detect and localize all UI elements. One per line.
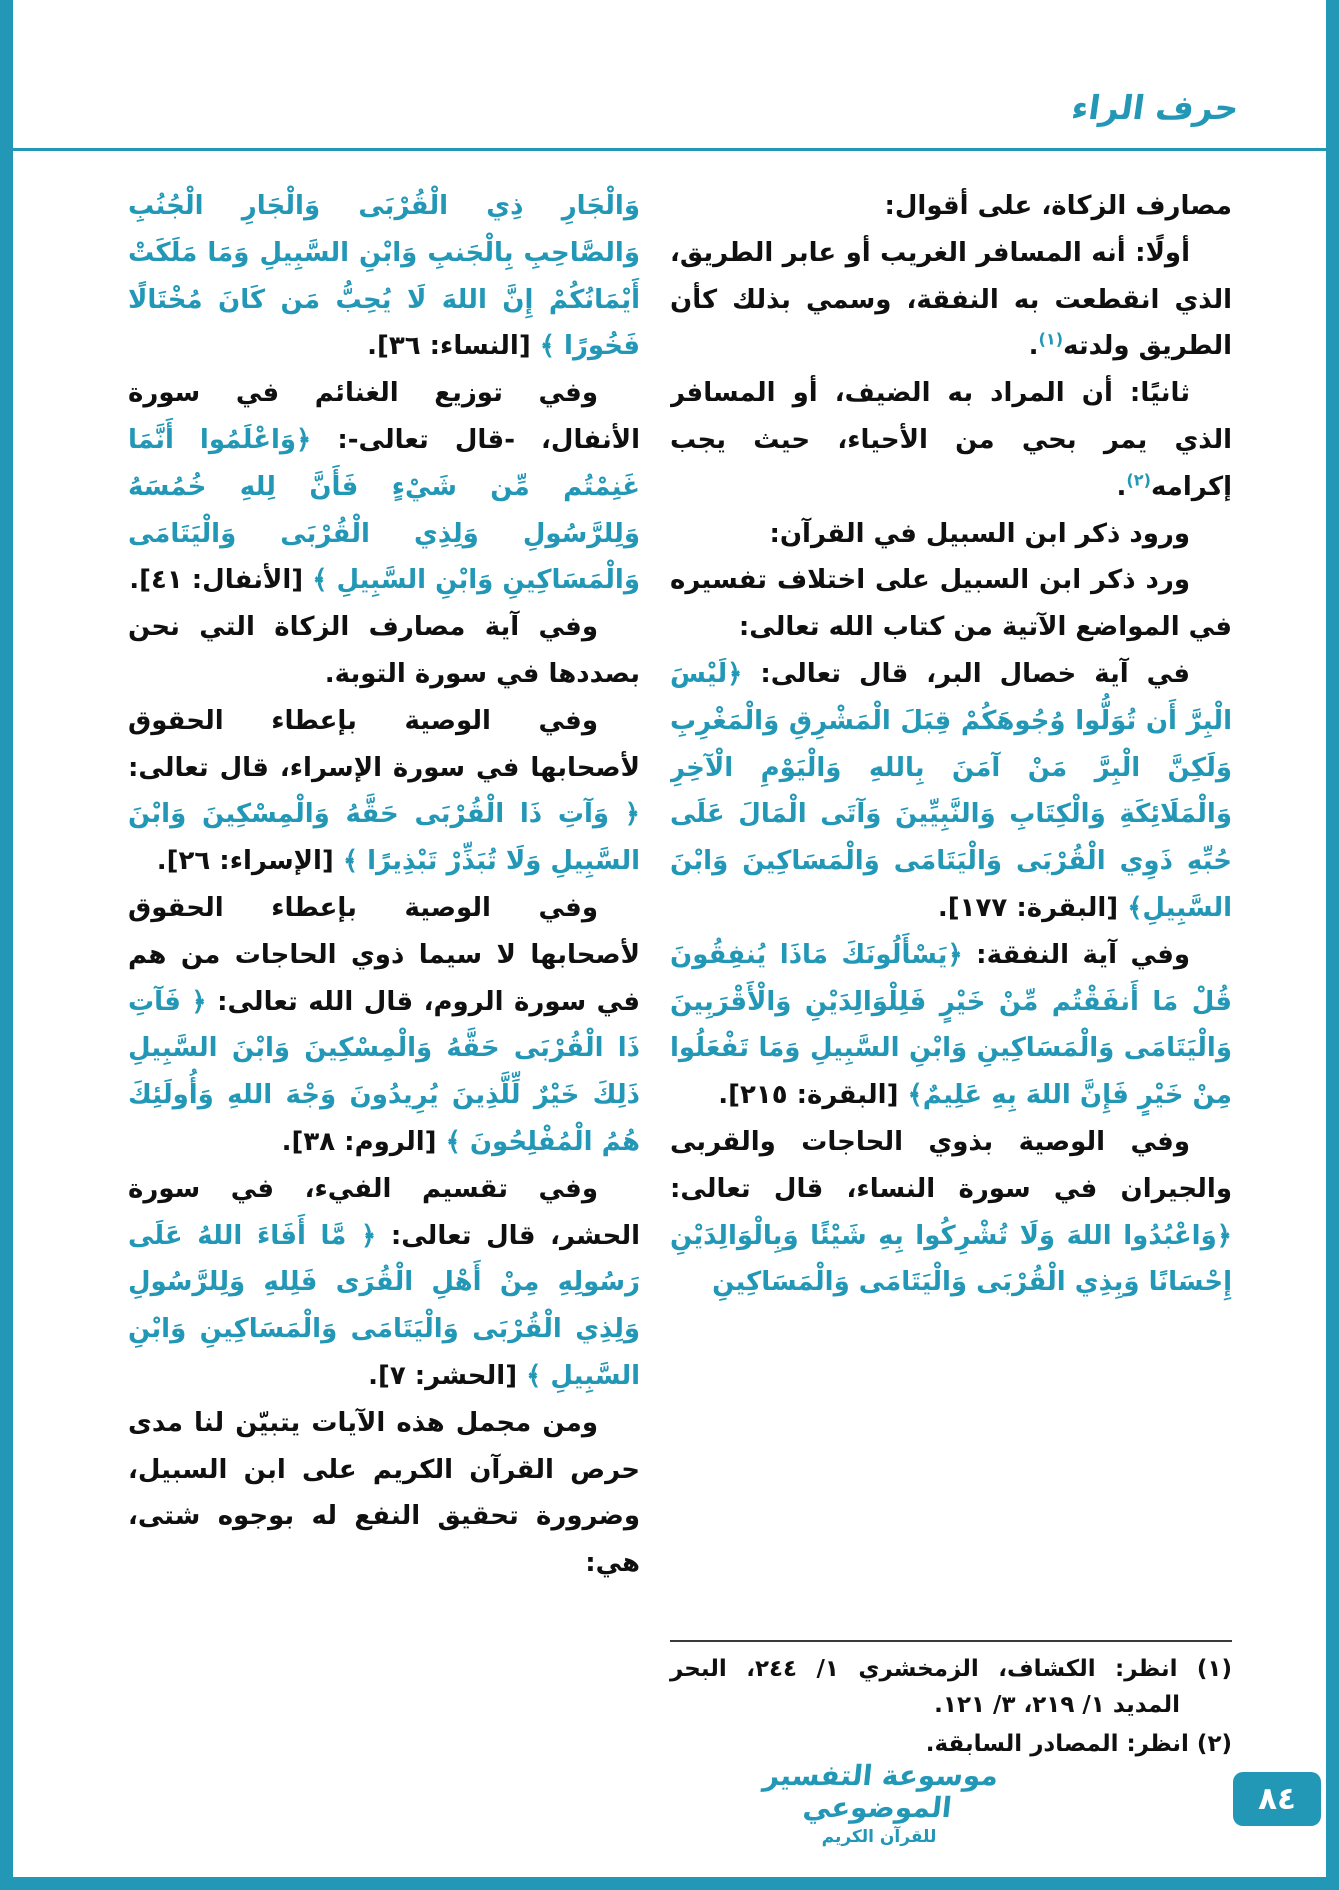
- body-text: وفي تقسيم الفيء، في سورة الحشر، قال تعالى:: [128, 1173, 640, 1251]
- paragraph: [670, 1119, 1232, 1306]
- paragraph: [128, 698, 640, 885]
- body-text: وفي الوصية بذوي الحاجات والقربى والجيران في سورة النساء، قال تعالى:: [670, 1126, 1232, 1204]
- verse-reference: [النساء: ٣٦].: [367, 331, 540, 362]
- publisher-logo: [749, 1760, 1009, 1848]
- footnote-marker: (٢): [1126, 470, 1152, 490]
- verse-reference: [الحشر: ٧].: [368, 1360, 527, 1391]
- body-text: أن المراد به الضيف، أو المسافر الذي يمر بحي من الأحياء، حيث يجب إكرامه: [670, 378, 1232, 502]
- body-text: وفي الوصية بإعطاء الحقوق لأصحابها لا سيما ذوي الحاجات من هم في سورة الروم، قال الله تعالى:: [128, 892, 640, 1017]
- quran-verse: ﴿لَيْسَ الْبِرَّ أَن تُوَلُّوا وُجُوهَكُمْ قِبَلَ الْمَشْرِقِ وَالْمَغْرِبِ وَلَكِنَّ الْبِرَّ مَنْ آمَنَ بِاللهِ وَالْيَوْمِ الْآخِرِ وَالْمَلَائِكَةِ وَالْكِتَابِ وَالنَّبِيِّينَ وَآتَى الْمَالَ عَلَى حُبِّهِ ذَوِي الْقُرْبَى وَالْيَتَامَى وَالْمَسَاكِينَ وَابْنَ السَّبِيلِ﴾: [670, 658, 1232, 923]
- lead-word: أولًا:: [1125, 237, 1190, 268]
- page-border-left: [0, 0, 13, 1890]
- paragraph: [670, 651, 1232, 932]
- verse-reference: [الأنفال: ٤١].: [129, 565, 313, 596]
- quran-verse: ﴿ مَّا أَفَاءَ اللهُ عَلَى رَسُولِهِ مِنْ أَهْلِ الْقُرَى فَلِلهِ وَلِلرَّسُولِ وَلِذِي الْقُرْبَى وَالْيَتَامَى وَالْمَسَاكِينِ وَابْنِ السَّبِيلِ ﴾: [128, 1220, 640, 1391]
- footnote: (٢) انظر: المصادر السابقة.: [925, 1731, 1232, 1758]
- body-text: وفي آية النفقة:: [962, 939, 1190, 970]
- quran-verse: وَالْجَارِ ذِي الْقُرْبَى وَالْجَارِ الْجُنُبِ وَالصَّاحِبِ بِالْجَنبِ وَابْنِ السَّبِيلِ وَمَا مَلَكَتْ أَيْمَانُكُمْ إِنَّ اللهَ لَا يُحِبُّ مَن كَانَ مُخْتَالًا فَخُورًا ﴾: [128, 191, 640, 362]
- chapter-title: حرف الراء: [1069, 88, 1242, 127]
- quran-verse: ﴿وَاعْلَمُوا أَنَّمَا غَنِمْتُم مِّن شَيْءٍ فَأَنَّ لِلهِ خُمُسَهُ وَلِلرَّسُولِ وَلِذِي الْقُرْبَى وَالْيَتَامَى وَالْمَسَاكِينِ وَابْنِ السَّبِيلِ ﴾: [128, 424, 640, 596]
- quran-verse: ﴿ وَآتِ ذَا الْقُرْبَى حَقَّهُ وَالْمِسْكِينَ وَابْنَ السَّبِيلِ وَلَا تُبَذِّرْ تَبْذِيرًا ﴾: [128, 799, 640, 877]
- body-text: وفي آية مصارف الزكاة التي نحن بصددها في سورة التوبة.: [128, 612, 640, 689]
- header-rule: [13, 148, 1326, 151]
- footnote: (١) انظر: الكشاف، الزمخشري ١/ ٢٤٤، البحر المديد ١/ ٢١٩، ٣/ ١٢١.: [670, 1656, 1232, 1718]
- paragraph: [128, 604, 640, 698]
- body-text: وفي الوصية بإعطاء الحقوق لأصحابها في سورة الإسراء، قال تعالى:: [128, 705, 640, 783]
- page-border-bottom: [0, 1877, 1339, 1890]
- paragraph: [670, 370, 1232, 510]
- paragraph: [670, 511, 1232, 558]
- lead-word: ثانيًا:: [1112, 378, 1190, 409]
- verse-reference: [البقرة: ١٧٧].: [937, 892, 1128, 923]
- page-number-badge: [1233, 1772, 1321, 1826]
- paragraph: [128, 885, 640, 1166]
- paragraph: [670, 230, 1232, 370]
- footnotes: [670, 1640, 1232, 1767]
- footnote-marker: (١): [1038, 329, 1064, 349]
- verse-reference: [البقرة: ٢١٥].: [718, 1080, 908, 1111]
- body-text: ومن مجمل هذه الآيات يتبيّن لنا مدى حرص القرآن الكريم على ابن السبيل، وضرورة تحقيق النفع له بوجوه شتى، هي:: [128, 1407, 640, 1579]
- publisher-logo-title: موسوعة التفسير الموضوعي: [761, 1759, 1000, 1825]
- paragraph: [670, 557, 1232, 651]
- verse-reference: [الروم: ٣٨].: [281, 1126, 446, 1157]
- right-column: [670, 183, 1232, 1633]
- quran-verse: ﴿يَسْأَلُونَكَ مَاذَا يُنفِقُونَ قُلْ مَا أَنفَقْتُم مِّنْ خَيْرٍ فَلِلْوَالِدَيْنِ وَالْأَقْرَبِينَ وَالْيَتَامَى وَالْمَسَاكِينِ وَابْنِ السَّبِيلِ وَمَا تَفْعَلُوا مِنْ خَيْرٍ فَإِنَّ اللهَ بِهِ عَلِيمٌ﴾: [670, 939, 1232, 1111]
- quran-verse: ﴿ فَآتِ ذَا الْقُرْبَى حَقَّهُ وَالْمِسْكِينَ وَابْنَ السَّبِيلِ ذَلِكَ خَيْرٌ لِّلَّذِينَ يُرِيدُونَ وَجْهَ اللهِ وَأُولَئِكَ هُمُ الْمُفْلِحُونَ ﴾: [128, 986, 640, 1157]
- paragraph: [128, 370, 640, 604]
- paragraph: [128, 1400, 640, 1587]
- body-text: ورد ذكر ابن السبيل على اختلاف تفسيره في المواضع الآتية من كتاب الله تعالى:: [670, 565, 1232, 643]
- body-text: أنه المسافر الغريب أو عابر الطريق، الذي انقطعت به النفقة، وسمي بذلك كأن الطريق ولدته: [670, 237, 1232, 362]
- quran-verse: ﴿وَاعْبُدُوا اللهَ وَلَا تُشْرِكُوا بِهِ شَيْئًا وَبِالْوَالِدَيْنِ إِحْسَانًا وَبِذِي الْقُرْبَى وَالْيَتَامَى وَالْمَسَاكِينِ: [670, 1220, 1232, 1298]
- page-number: ٨٤: [1258, 1781, 1296, 1817]
- left-column: [128, 183, 640, 1763]
- body-text: .: [1028, 331, 1039, 362]
- paragraph: [670, 183, 1232, 230]
- publisher-logo-subtitle: للقرآن الكريم: [821, 1827, 937, 1848]
- section-heading: مصارف الزكاة، على أقوال:: [884, 191, 1232, 221]
- page-border-right: [1326, 0, 1339, 1890]
- paragraph: [670, 932, 1232, 1119]
- paragraph: [128, 183, 640, 370]
- body-text: وفي توزيع الغنائم في سورة الأنفال، -قال تعالى-:: [128, 378, 640, 455]
- body-text: في آية خصال البر، قال تعالى:: [742, 658, 1190, 689]
- verse-reference: [الإسراء: ٢٦].: [156, 846, 343, 877]
- paragraph: [128, 1166, 640, 1400]
- section-heading: ورود ذكر ابن السبيل في القرآن:: [769, 518, 1190, 549]
- body-text: .: [1116, 471, 1127, 502]
